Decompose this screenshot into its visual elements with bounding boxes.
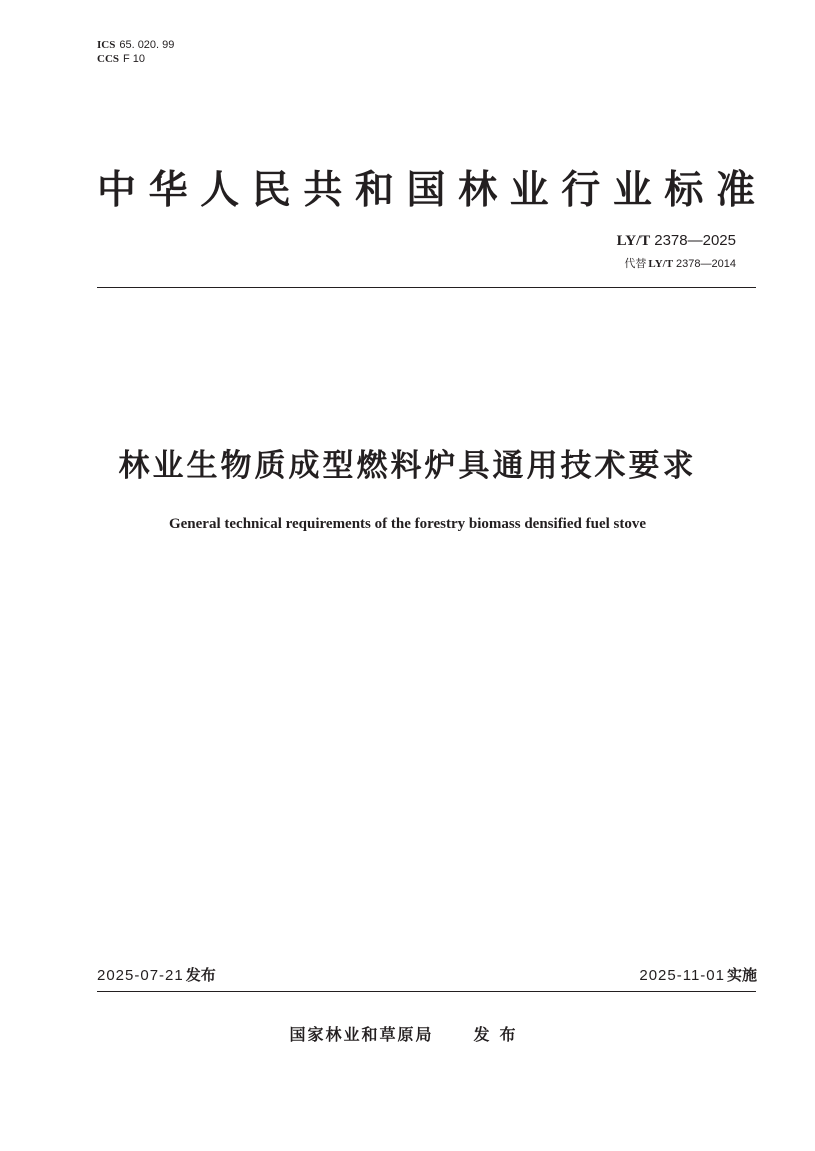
ics-line xyxy=(97,38,174,52)
issue-date: 2025-07-21 xyxy=(97,967,184,984)
issuer-action: 发布 xyxy=(473,1025,526,1044)
effective-date: 2025-11-01 xyxy=(639,967,725,984)
ics-value: 65. 020. 99 xyxy=(119,39,175,51)
ccs-line xyxy=(97,52,174,66)
ccs-label: CCS xyxy=(97,53,120,65)
header-divider xyxy=(97,287,756,288)
standard-title: 中华人民共和国林业行业标准 xyxy=(97,168,757,213)
footer-divider xyxy=(97,991,756,992)
issuer-line xyxy=(0,1024,815,1046)
document-title-chinese: 林业生物质成型燃料炉具通用技术要求 xyxy=(118,448,697,484)
replaces-label: 代替 xyxy=(624,257,647,270)
effective-label: 实施 xyxy=(726,966,757,984)
replaces-number: 2378—2014 xyxy=(676,258,736,270)
standard-number-value: 2378—2025 xyxy=(654,232,736,249)
replaces-line xyxy=(624,257,736,271)
ics-label: ICS xyxy=(97,39,116,51)
replaces-prefix: LY/T xyxy=(648,258,674,270)
issuing-organization: 国家林业和草原局 xyxy=(289,1025,434,1044)
standard-number xyxy=(617,231,736,250)
issue-label: 发布 xyxy=(185,966,216,984)
document-title-english: General technical requirements of the forestry biomass densified fuel stove xyxy=(168,516,647,532)
ccs-value: F 10 xyxy=(123,53,146,65)
classification-codes xyxy=(97,38,174,66)
standard-number-prefix: LY/T xyxy=(616,233,651,249)
effective-date-line xyxy=(639,965,757,986)
issue-date-line xyxy=(97,965,216,986)
